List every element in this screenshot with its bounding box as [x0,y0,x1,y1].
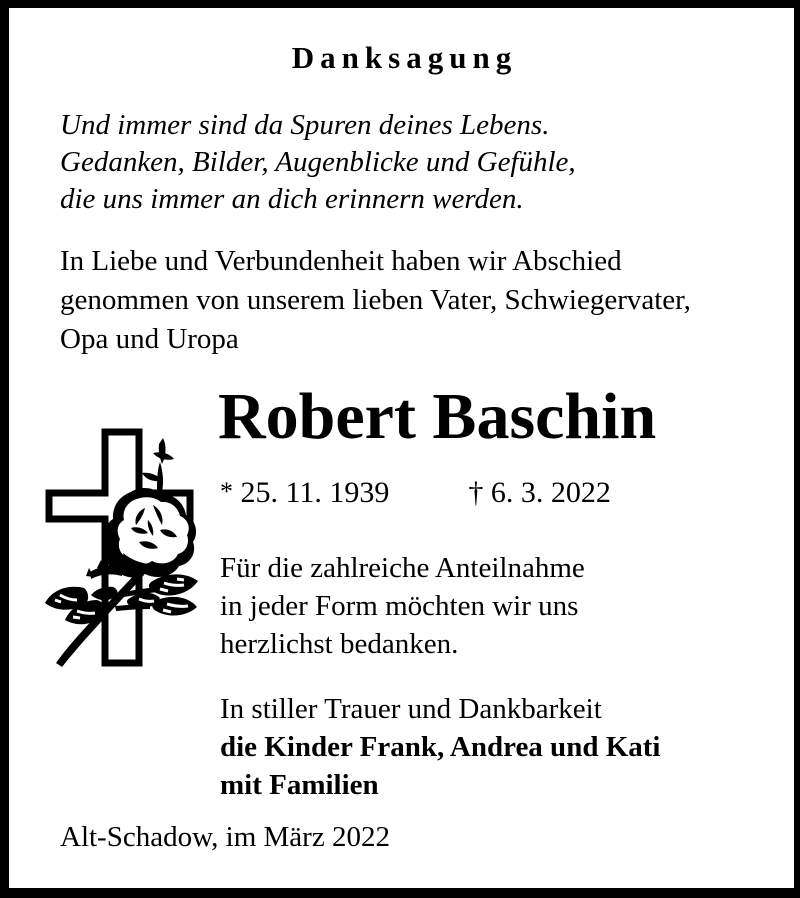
intro-line-2: genommen von unserem lieben Vater, Schwiegervater, [60,284,691,316]
signature-line-1: In stiller Trauer und Dankbarkeit [220,693,602,725]
frame-border-top [0,0,800,8]
deceased-name: Robert Baschin [218,380,657,453]
thanks-line-3: herzlichst bedanken. [220,628,459,660]
memorial-verse [60,107,576,218]
frame-border-right [794,0,800,898]
thanks-line-2: in jeder Form möchten wir uns [220,590,579,622]
life-dates [220,478,611,508]
death-date: 6. 3. 2022 [490,476,611,509]
thanks-line-1: Für die zahlreiche Anteilnahme [220,552,585,584]
intro-line-3: Opa und Uropa [60,323,239,355]
thanks-paragraph [220,549,585,663]
frame-border-bottom [0,888,800,898]
signature-block [220,690,660,804]
intro-paragraph [60,242,691,359]
place-and-date-line: Alt-Schadow, im März 2022 [60,821,390,853]
intro-line-1: In Liebe und Verbundenheit haben wir Abschied [60,245,622,277]
frame-border-left [0,0,9,898]
signature-line-2: die Kinder Frank, Andrea und Kati [220,731,661,763]
notice-sheet [9,8,794,888]
verse-line-2: Gedanken, Bilder, Augenblicke und Gefühle, [60,146,576,178]
page-title: Danksagung [291,40,518,75]
cross-with-rose-icon [27,420,207,675]
signature-line-3: mit Familien [220,769,379,801]
birth-symbol-icon: * [220,477,233,506]
birth-date: 25. 11. 1939 [240,476,390,509]
verse-line-1: Und immer sind da Spuren deines Lebens. [60,109,550,141]
death-symbol-icon: † [468,476,484,509]
verse-line-3: die uns immer an dich erinnern werden. [60,183,524,215]
